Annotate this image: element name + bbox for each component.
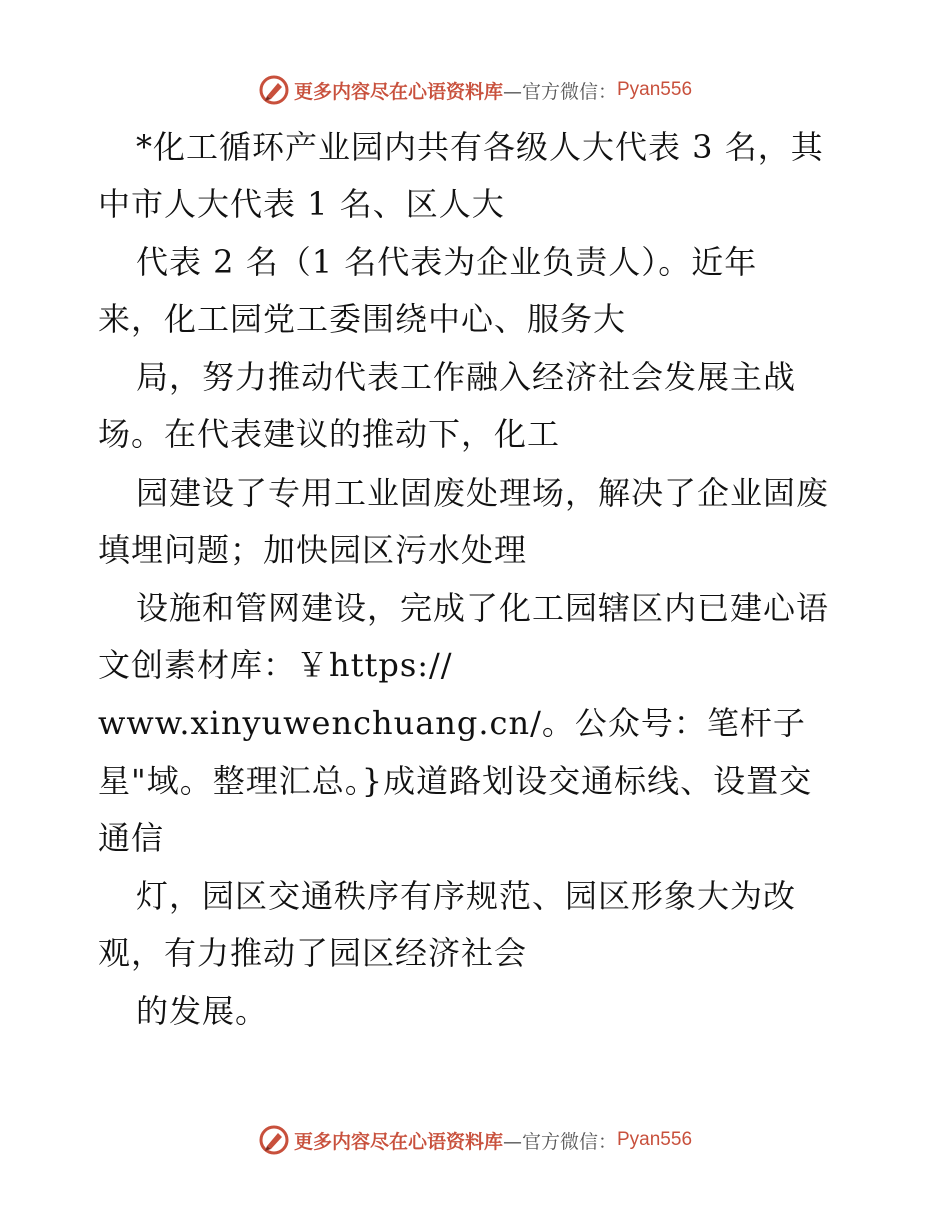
watermark-main-text: 更多内容尽在心语资料库 (293, 1130, 503, 1153)
watermark-separator: —官方微信： (502, 1130, 617, 1153)
body-line: *化工循环产业园内共有各级人大代表 3 名，其 (136, 128, 824, 166)
body-line: 设施和管网建设，完成了化工园辖区内已建心语 (136, 589, 830, 627)
body-line: 园建设了专用工业固废处理场，解决了企业固废 (136, 474, 830, 512)
body-line: 灯，园区交通秩序有序规范、园区形象大为改 (136, 877, 797, 915)
body-line: 来，化工园党工委围绕中心、服务大 (98, 300, 627, 338)
body-line: 观，有力推动了园区经济社会 (98, 934, 528, 972)
body-line: 场。在代表建议的推动下，化工 (98, 415, 561, 453)
watermark-separator: —官方微信： (502, 80, 617, 103)
pen-seal-icon (258, 1124, 290, 1156)
body-line: www.xinyuwenchuang.cn/。公众号：笔杆子 (98, 704, 806, 742)
body-line: 填埋问题；加快园区污水处理 (98, 531, 528, 569)
body-line: 中市人大代表 1 名、区人大 (98, 185, 505, 223)
watermark-wechat-id: Pyan556 (617, 79, 693, 100)
body-line: 星"域。整理汇总。}成道路划设交通标线、设置交 (98, 762, 813, 800)
footer-watermark (0, 1120, 950, 1160)
body-line: 的发展。 (136, 992, 269, 1030)
body-line: 代表 2 名（1 名代表为企业负责人）。近年 (136, 243, 758, 281)
body-line: 文创素材库：￥https:// (98, 646, 453, 684)
body-line: 局，努力推动代表工作融入经济社会发展主战 (136, 358, 797, 396)
watermark-main-text: 更多内容尽在心语资料库 (293, 80, 503, 103)
watermark-wechat-id: Pyan556 (617, 1129, 693, 1150)
body-line: 通信 (98, 819, 165, 857)
